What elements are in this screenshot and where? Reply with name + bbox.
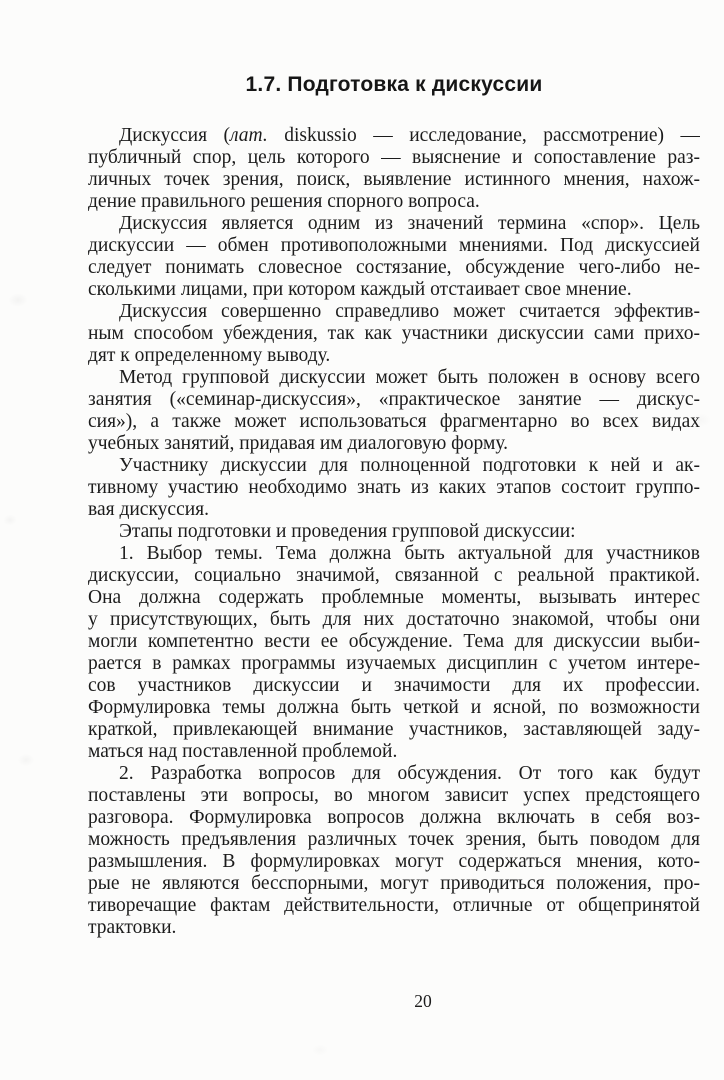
text-line: рые не являются бесспорными, могут приводиться положения, про- [88,873,700,894]
text-line: 2. Разработка вопросов для обсуждения. От того как будут [119,763,700,784]
text-line: сия»), а также может использоваться фрагментарно во всех видах [88,411,700,432]
text-line: рается в рамках программы изучаемых дисциплин с учетом интере- [88,653,700,674]
text-line: вая дискуссия. [88,499,209,520]
text-line: Участнику дискуссии для полноценной подготовки к ней и ак- [119,455,700,476]
text-line: личных точек зрения, поиск, выявление истинного мнения, нахож- [88,169,700,190]
page-number: 20 [414,991,432,1011]
text-line: Она должна содержать проблемные моменты, вызывать интерес [88,587,700,608]
text-line: разговора. Формулировка вопросов должна включать в себя воз- [88,807,700,828]
text-line: трактовки. [88,917,177,938]
text-line: следует понимать словесное состязание, обсуждение чего-либо не- [88,257,700,278]
text-line: Этапы подготовки и проведения групповой дискуссии: [119,521,576,542]
text-line: дят к определенному выводу. [88,345,331,366]
text-line: Дискуссия является одним из значений термина «спор». Цель [119,213,700,234]
text-line: маться над поставленной проблемой. [88,741,398,762]
section-heading: 1.7. Подготовка к дискуссии [245,73,543,96]
text-line: Метод групповой дискуссии может быть положен в основу всего [119,367,700,388]
text-line: занятия («семинар-дискуссия», «практическое занятие — дискус- [88,389,700,410]
text-line: могли компетентно вести ее обсуждение. Тема для дискуссии выби- [88,631,700,652]
text-line: поставлены эти вопросы, во многом зависит успех предстоящего [88,785,700,806]
text-line: Дискуссия совершенно справедливо может считается эффектив- [119,301,700,322]
text-line: Формулировка темы должна быть четкой и ясной, по возможности [88,697,700,718]
text-line: можность предъявления различных точек зрения, быть поводом для [88,829,700,850]
text-line: сколькими лицами, при котором каждый отстаивает свое мнение. [88,279,632,300]
text-line: у присутствующих, быть для них достаточно знакомой, чтобы они [88,609,700,630]
text-line: Дискуссия (лат. diskussio — исследование, рассмотрение) — [119,125,700,146]
text-line: дискуссии, социально значимой, связанной с реальной практикой. [88,565,700,586]
text-body [88,125,700,939]
text-line: тиворечащие фактам действительности, отличные от общепринятой [88,895,700,916]
text-line: публичный спор, цель которого — выяснение и сопоставление раз- [88,147,700,168]
text-line: 1. Выбор темы. Тема должна быть актуальной для участников [119,543,700,564]
text-line: размышления. В формулировках могут содержаться мнения, кото- [88,851,700,872]
text-line: сов участников дискуссии и значимости для их профессии. [88,675,700,696]
text-line: краткой, привлекающей внимание участников, заставляющей заду- [88,719,700,740]
text-line: дение правильного решения спорного вопроса. [88,191,480,212]
text-line: дискуссии — обмен противоположными мнениями. Под дискуссией [88,235,700,256]
text-line: ным способом убеждения, так как участники дискуссии сами прихо- [88,323,700,344]
text-line: тивному участию необходимо знать из каких этапов состоит группо- [88,477,700,498]
text-line: учебных занятий, придавая им диалоговую форму. [88,433,509,454]
